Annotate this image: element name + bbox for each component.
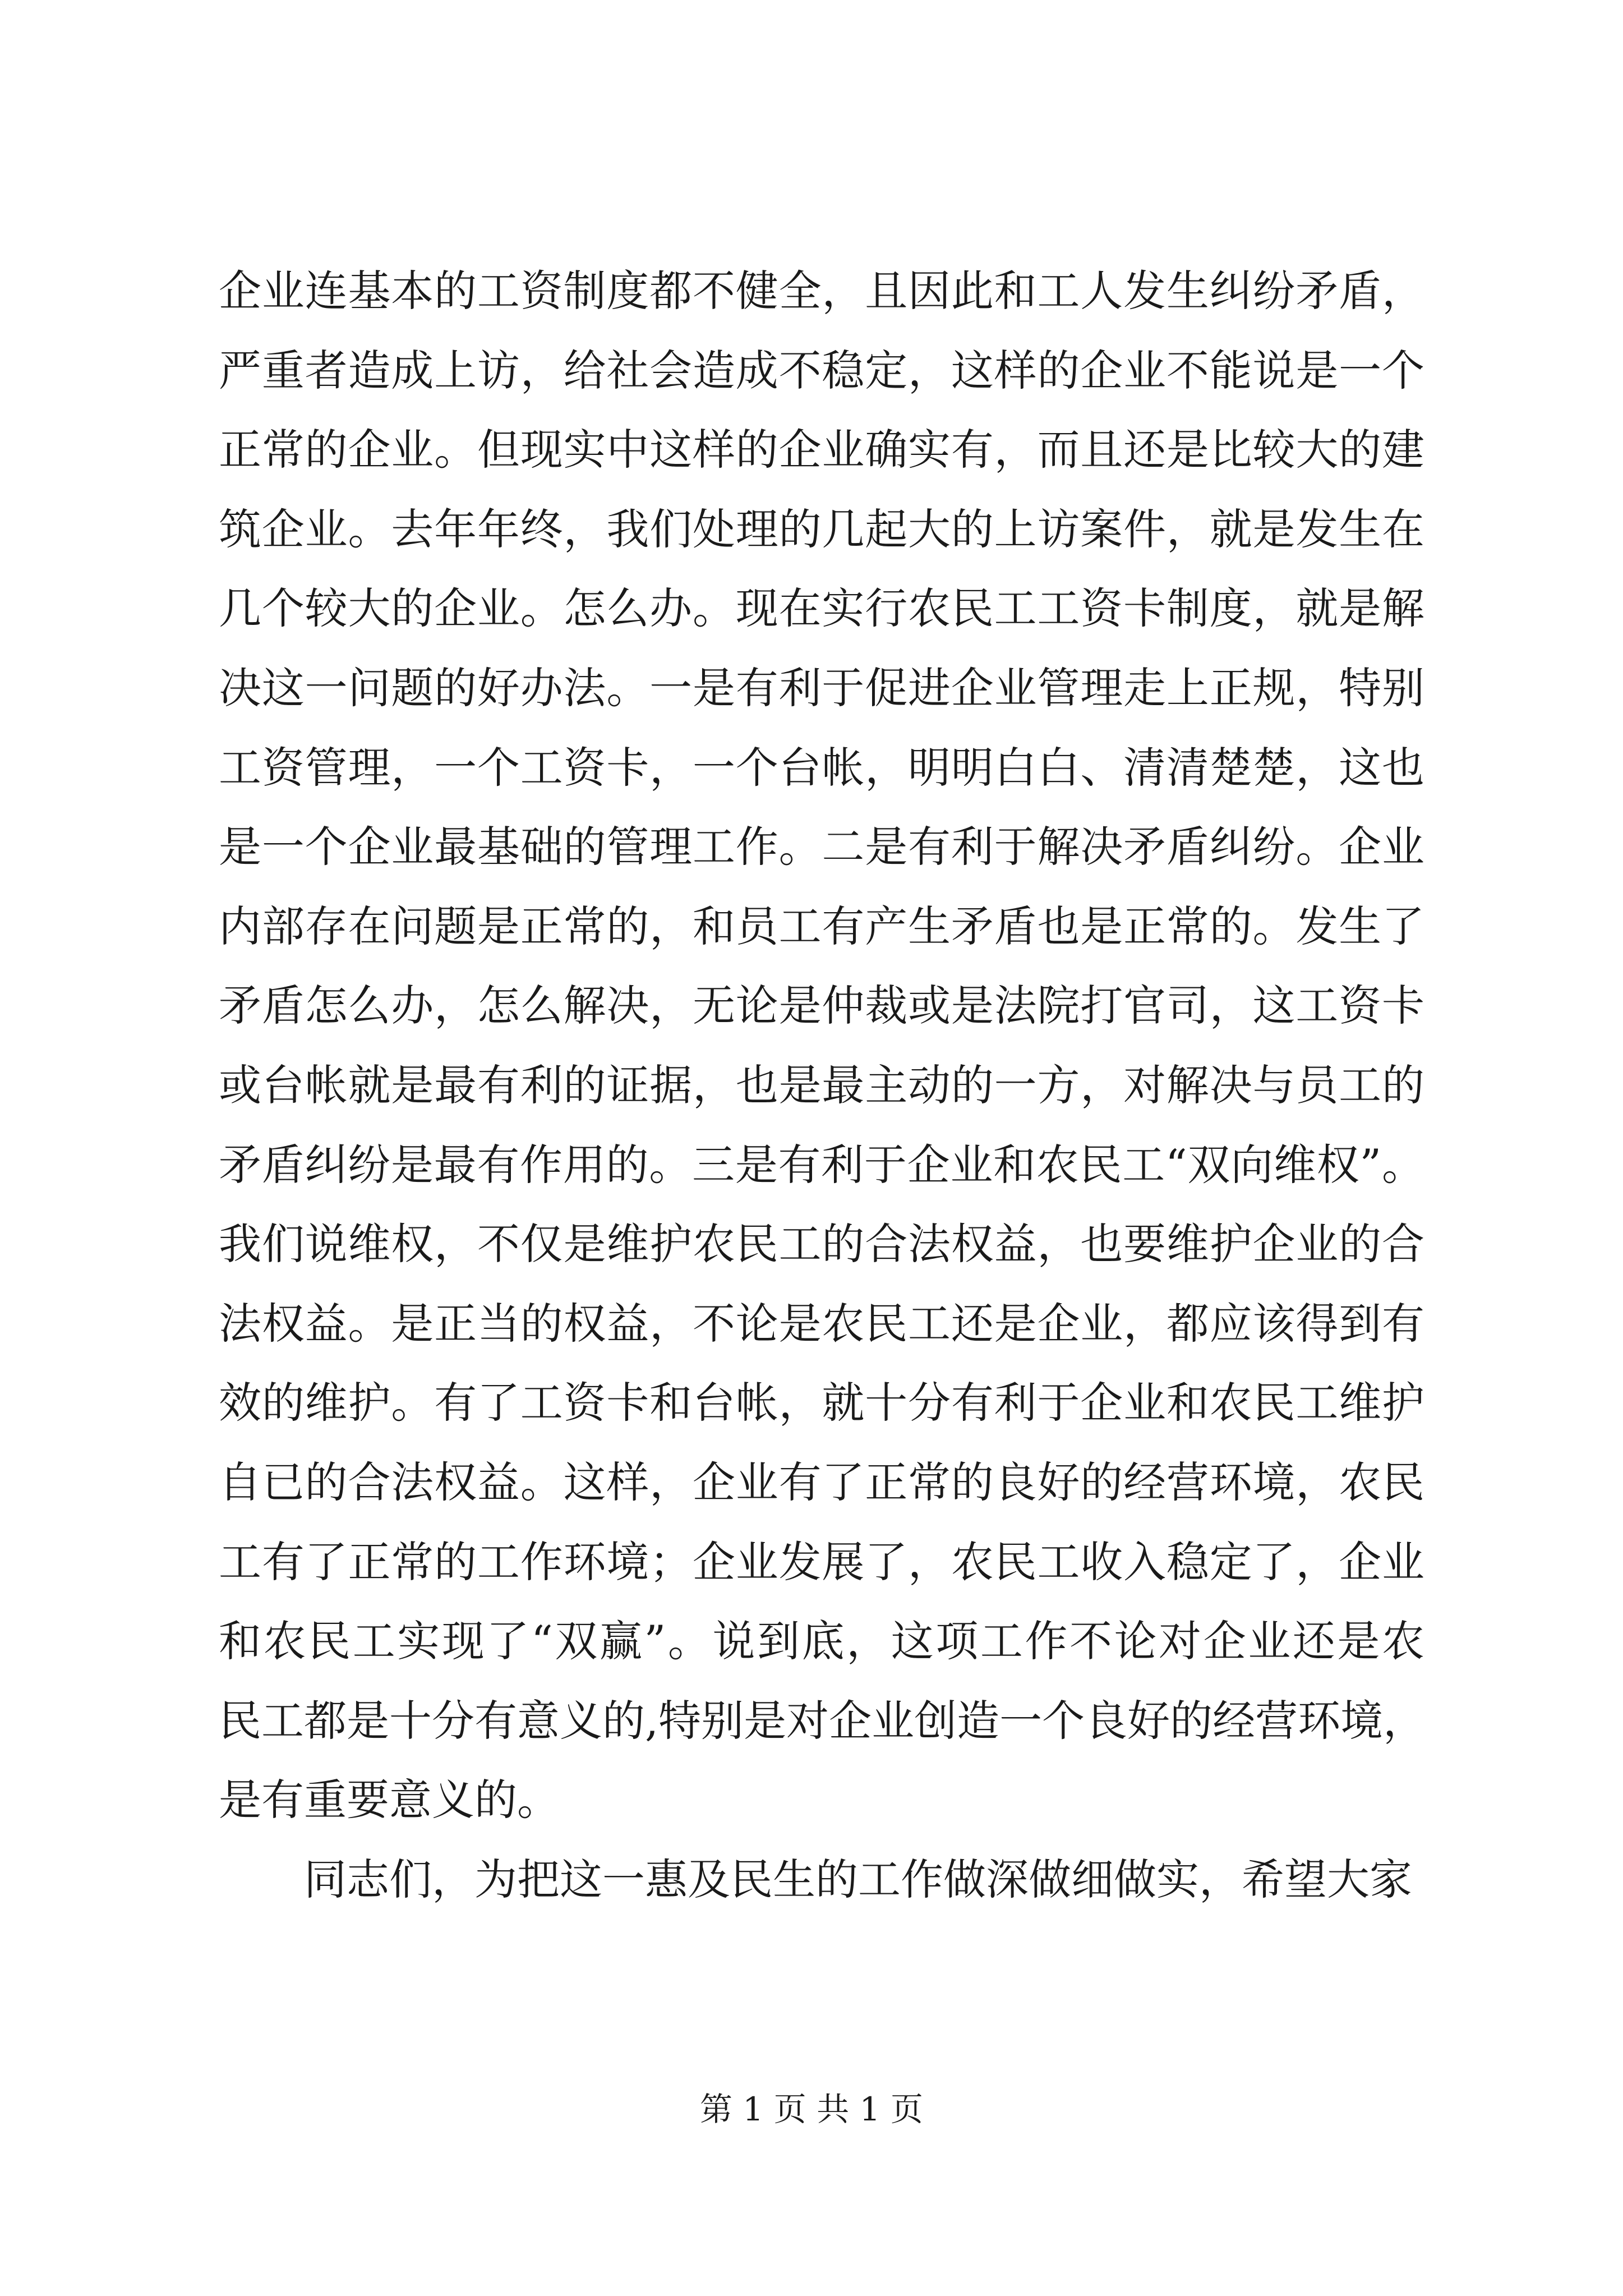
text-line: 我们说维权，不仅是维护农民工的合法权益，也要维护企业的合 bbox=[219, 1219, 1424, 1269]
text-line: 是有重要意义的。 bbox=[219, 1775, 560, 1825]
text-line: 矛盾怎么办，怎么解决，无论是仲裁或是法院打官司，这工资卡 bbox=[219, 981, 1424, 1031]
text-line: 几个较大的企业。怎么办。现在实行农民工工资卡制度，就是解 bbox=[219, 583, 1424, 634]
text-line: 自已的合法权益。这样，企业有了正常的良好的经营环境，农民 bbox=[219, 1457, 1424, 1507]
paragraph bbox=[219, 251, 1424, 1840]
text-line: 或台帐就是最有利的证据，也是最主动的一方，对解决与员工的 bbox=[219, 1060, 1424, 1110]
text-line: 工资管理，一个工资卡，一个台帐，明明白白、清清楚楚，这也 bbox=[219, 742, 1424, 793]
paragraph bbox=[219, 1840, 1424, 1920]
text-line: 严重者造成上访，给社会造成不稳定，这样的企业不能说是一个 bbox=[219, 345, 1424, 395]
text-line: 决这一问题的好办法。一是有利于促进企业管理走上正规，特别 bbox=[219, 662, 1424, 713]
text-line: 筑企业。去年年终，我们处理的几起大的上访案件，就是发生在 bbox=[219, 504, 1424, 554]
text-line: 同志们，为把这一惠及民生的工作做深做细做实，希望大家 bbox=[304, 1854, 1412, 1904]
text-line: 民工都是十分有意义的,特别是对企业创造一个良好的经营环境， bbox=[219, 1695, 1426, 1746]
text-line: 内部存在问题是正常的，和员工有产生矛盾也是正常的。发生了 bbox=[219, 901, 1424, 951]
text-line: 矛盾纠纷是最有作用的。三是有利于企业和农民工“双向维权”。 bbox=[219, 1139, 1424, 1190]
page-footer bbox=[0, 2087, 1623, 2132]
page-number: 第 1 页 共 1 页 bbox=[700, 2090, 923, 2128]
text-line: 和农民工实现了“双赢”。说到底，这项工作不论对企业还是农 bbox=[219, 1616, 1424, 1667]
text-line: 法权益。是正当的权益，不论是农民工还是企业，都应该得到有 bbox=[219, 1298, 1424, 1349]
text-line: 工有了正常的工作环境；企业发展了，农民工收入稳定了，企业 bbox=[219, 1536, 1424, 1587]
text-line: 是一个企业最基础的管理工作。二是有利于解决矛盾纠纷。企业 bbox=[219, 822, 1424, 872]
text-line: 正常的企业。但现实中这样的企业确实有，而且还是比较大的建 bbox=[219, 425, 1424, 475]
body-text bbox=[219, 251, 1424, 1919]
text-line: 企业连基本的工资制度都不健全，且因此和工人发生纠纷矛盾， bbox=[219, 266, 1424, 316]
text-line: 效的维护。有了工资卡和台帐，就十分有利于企业和农民工维护 bbox=[219, 1378, 1424, 1428]
